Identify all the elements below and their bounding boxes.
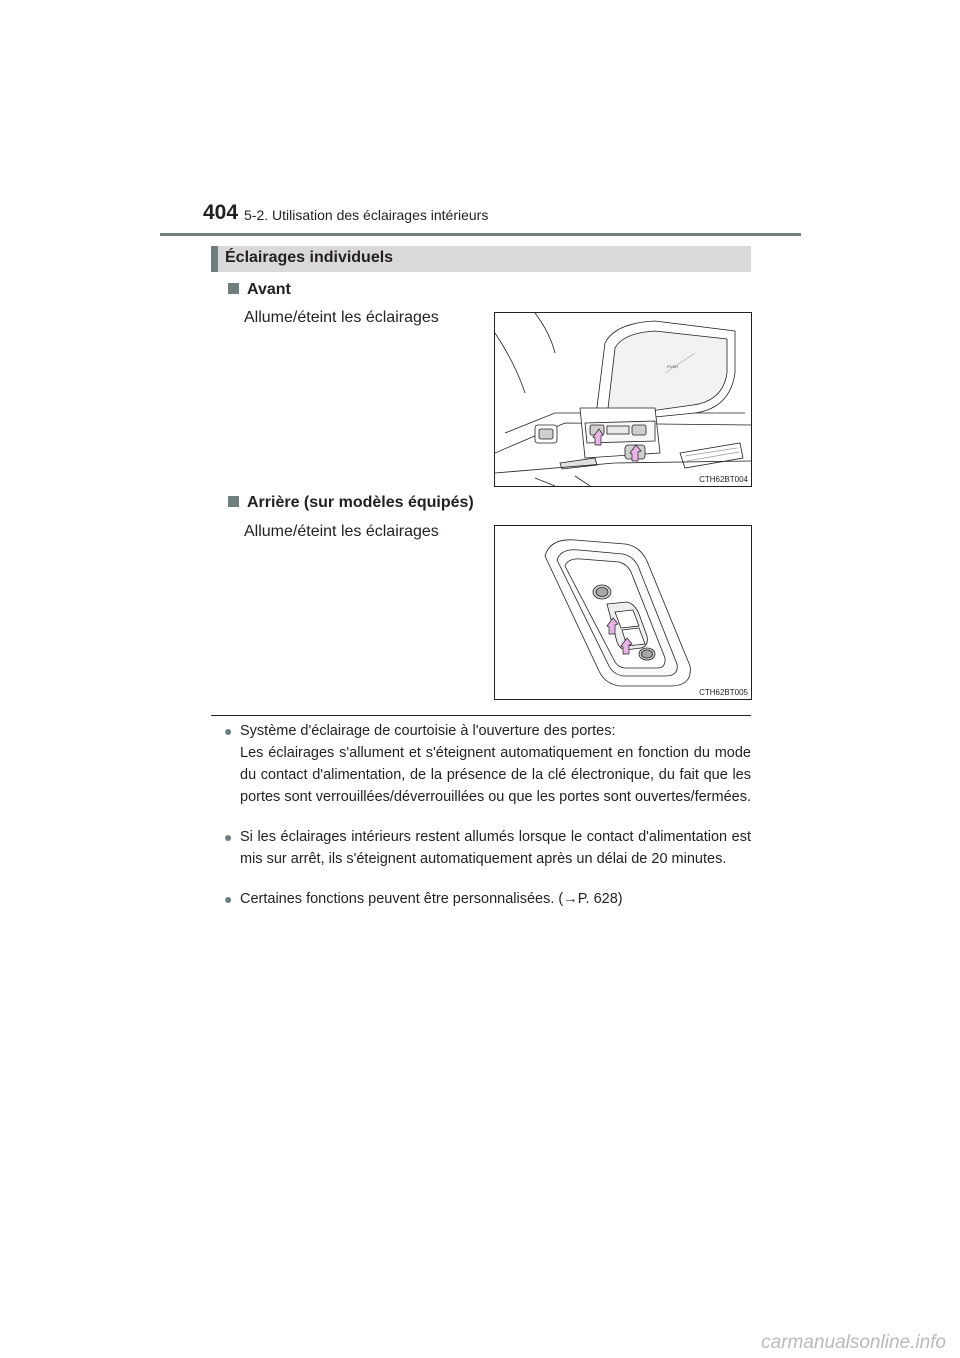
caption-rear: Allume/éteint les éclairages: [244, 523, 439, 540]
subheading-rear-text: Arrière (sur modèles équipés): [247, 494, 474, 511]
caption-front: Allume/éteint les éclairages: [244, 309, 439, 326]
rear-personal-light-illustration: [495, 526, 751, 699]
figure-rear-personal-light: [494, 525, 752, 700]
figure-code-front: CTH62BT004: [699, 475, 748, 484]
square-bullet-icon: [228, 283, 239, 294]
subheading-rear: [228, 494, 474, 512]
header-rule: [160, 233, 801, 236]
heading-text: Éclairages individuels: [225, 249, 394, 266]
note-customization: [224, 888, 751, 910]
note-courtesy-lighting: [224, 720, 751, 830]
site-watermark: carmanualsonline.info: [761, 1332, 946, 1353]
circle-bullet-icon: ●: [224, 891, 233, 907]
note-body: Certaines fonctions peuvent être personnalisées. (→P. 628): [240, 891, 623, 907]
note-body: Si les éclairages intérieurs restent allumés lorsque le contact d'alimentation est mis sur arrêt, ils s'éteignent automatiquement après un délai de 20 minutes.: [240, 829, 751, 867]
section-title: 5-2. Utilisation des éclairages intérieurs: [244, 207, 489, 223]
push-label: PUSH: [667, 364, 679, 369]
note-lead: Système d'éclairage de courtoisie à l'ouverture des portes:: [240, 723, 616, 739]
heading-accent-bar: [211, 246, 218, 272]
figure-front-overhead-console: [494, 312, 752, 487]
note-auto-off: [224, 826, 751, 870]
note-body: Les éclairages s'allument et s'éteignent automatiquement en fonction du mode du contact d'alimentation, de la présence de la clé électronique, du fait que les portes sont verrouillées/déverrouillées ou que les portes sont ouvertes/fermées.: [240, 745, 751, 805]
figure-code-rear: CTH62BT005: [699, 688, 748, 697]
square-bullet-icon: [228, 496, 239, 507]
circle-bullet-icon: ●: [224, 723, 233, 739]
subheading-front-text: Avant: [247, 281, 291, 298]
front-overhead-console-illustration: [495, 313, 751, 486]
circle-bullet-icon: ●: [224, 829, 233, 845]
notes-divider: [211, 715, 751, 716]
subheading-front: [228, 281, 291, 299]
page-number: 404: [203, 201, 239, 224]
section-heading: [211, 246, 751, 272]
